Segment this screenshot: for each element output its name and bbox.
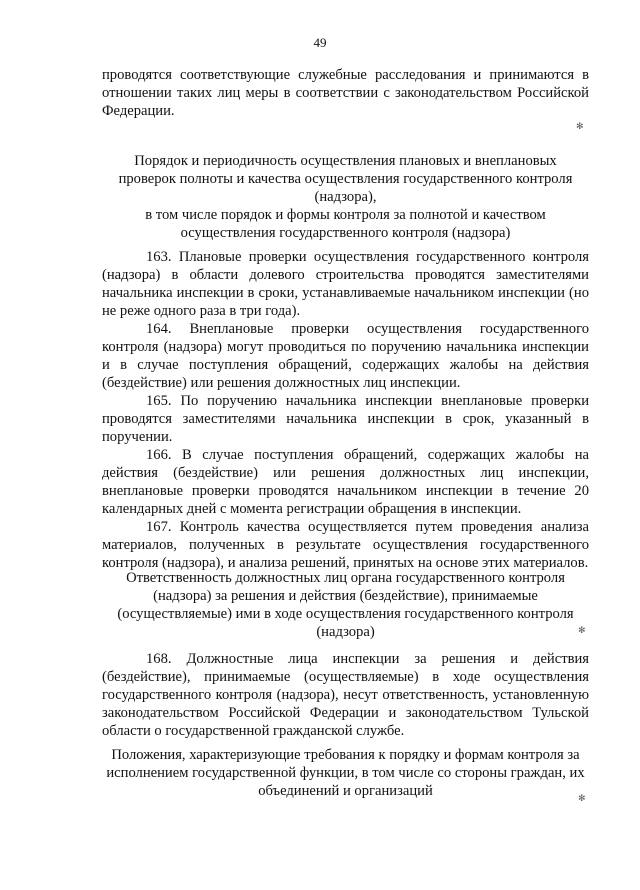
paragraph-165: 165. По поручению начальника инспекции внеплановые проверки проводятся заместителями начальника инспекции в срок, указанный в поручении. <box>102 393 589 445</box>
intro-paragraph: проводятся соответствующие служебные расследования и принимаются в отношении таких лиц меры в соответствии с законодательством Российской Федерации. <box>102 67 589 119</box>
scan-mark: ✻ <box>578 794 586 804</box>
paragraph-167: 167. Контроль качества осуществляется путем проведения анализа материалов, полученных в результате осуществления государственного контроля (надзора), и анализа решений, принятых на основе этих материалов. <box>102 519 589 571</box>
paragraph-166: 166. В случае поступления обращений, содержащих жалобы на действия (бездействие) или решения должностных лиц инспекции, внеплановые проверки проводятся начальником инспекции в течение 20 календарных дней с момента регистрации обращения в инспекции. <box>102 447 589 517</box>
section-heading-control <box>102 746 589 800</box>
section-heading-responsibility <box>102 569 589 641</box>
section-heading-responsibility-text: Ответственность должностных лиц органа государственного контроля (надзора) за решения и действия (бездействие), принимаемые (осуществляемые) ими в ходе осуществления государственного контроля (надзора) <box>117 570 574 640</box>
paragraph-164: 164. Внеплановые проверки осуществления государственного контроля (надзора) могут проводиться по поручению начальника инспекции и в случае поступления обращений, содержащих жалобы на действия (бездействие) или решения должностных лиц инспекции. <box>102 321 589 391</box>
section-heading-line-1: Порядок и периодичность осуществления плановых и внеплановых проверок полноты и качества осуществления государственного контроля (надзора), <box>118 153 573 205</box>
section-heading-inspections <box>102 152 589 242</box>
document-body <box>102 66 589 120</box>
scan-mark: ✻ <box>578 626 586 636</box>
scan-mark: ✻ <box>576 122 584 132</box>
paragraph-168: 168. Должностные лица инспекции за решения и действия (бездействие), принимаемые (осуществляемые) в ходе осуществления государственного контроля (надзора), несут ответственность, установленную законодательством Российской Федерации и законодательством Тульской области о государственной гражданской службе. <box>102 651 589 739</box>
page-number: 49 <box>313 35 327 50</box>
section-inspections-body <box>102 248 589 572</box>
section-responsibility-body <box>102 650 589 740</box>
section-heading-line-2: в том числе порядок и формы контроля за полнотой и качеством осуществления государственного контроля (надзора) <box>145 207 546 241</box>
paragraph-163: 163. Плановые проверки осуществления государственного контроля (надзора) в области долевого строительства проводятся заместителями начальника инспекции в сроки, устанавливаемые начальником инспекции (но не реже одного раза в три года). <box>102 249 589 319</box>
section-heading-control-text: Положения, характеризующие требования к порядку и формам контроля за исполнением государственной функции, в том числе со стороны граждан, их объединений и организаций <box>106 747 585 799</box>
